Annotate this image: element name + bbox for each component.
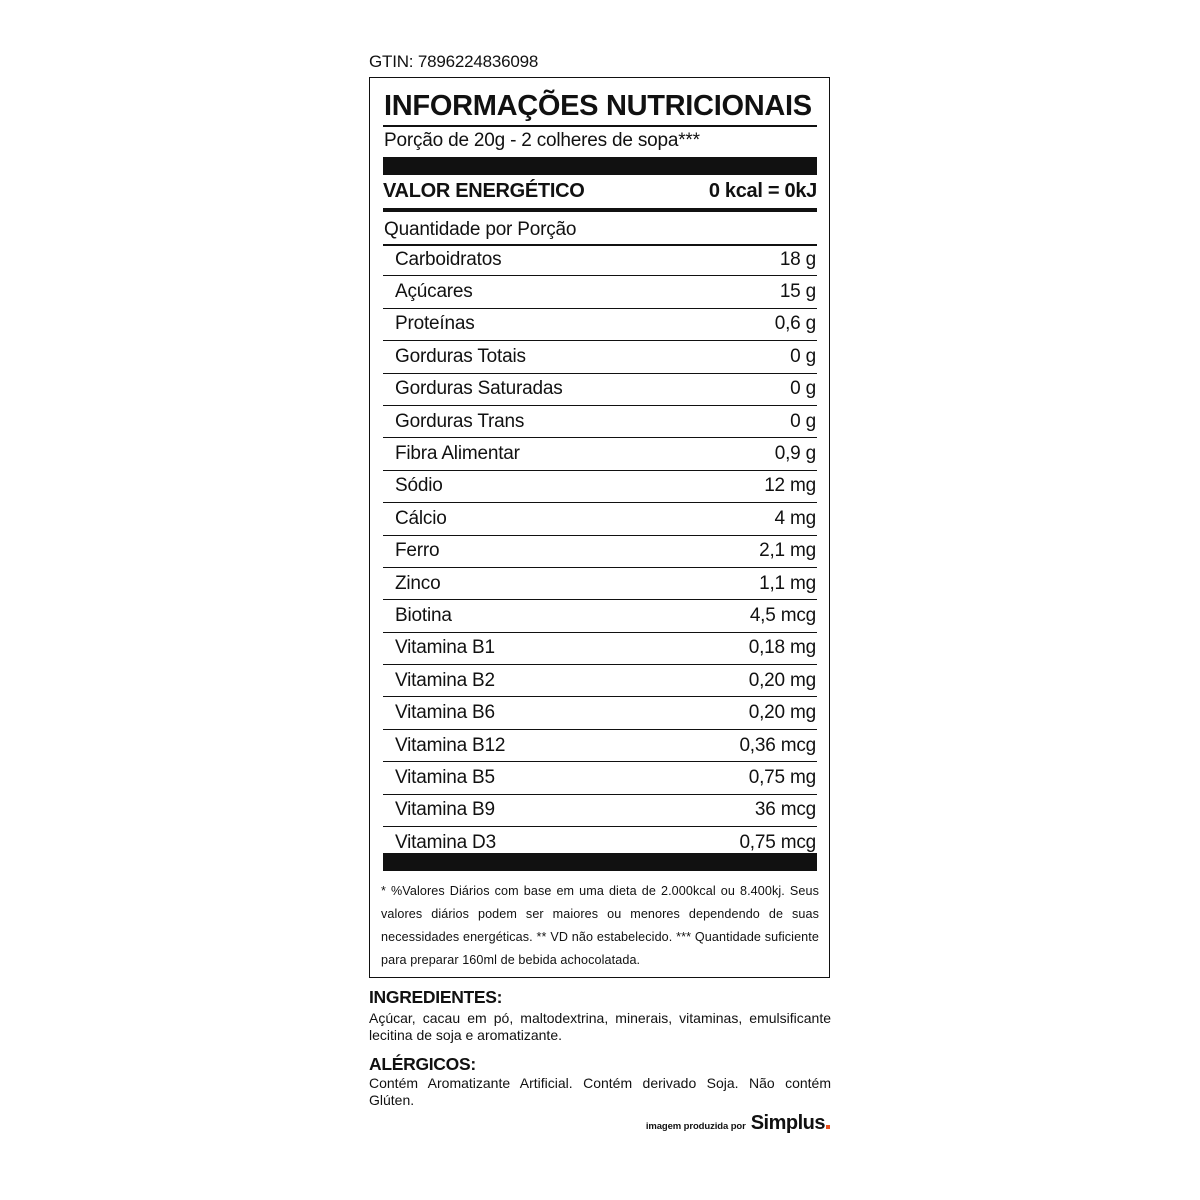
nutrient-amount: 4,5 mcg [749,604,816,626]
allergens-text: Contém Aromatizante Artificial. Contém derivado Soja. Não contém Glúten. [369,1075,831,1108]
nutrient-row [383,600,817,632]
image-credit [646,1112,830,1135]
nutrient-amount: 0,9 g [774,443,816,465]
energy-amount: 0 kcal = 0kJ [708,179,817,202]
nutrient-amount: 0,6 g [774,313,816,335]
energy-value-row [383,175,817,207]
brand-name: Simplus [750,1112,825,1134]
nutrient-row [383,276,817,308]
nutrient-name: Gorduras Totais [395,345,526,367]
nutrient-name: Carboidratos [395,248,502,270]
nutrient-row [383,568,817,600]
nutrient-amount: 0,20 mg [748,669,816,691]
nutrient-name: Fibra Alimentar [395,443,520,465]
thick-bar-bottom [383,853,817,871]
nutrient-name: Biotina [395,604,452,626]
nutrient-amount: 36 mcg [754,799,816,821]
nutrient-row [383,309,817,341]
nutrient-row [383,730,817,762]
nutrient-amount: 0 g [790,345,816,367]
nutrient-row [383,633,817,665]
nutrient-row [383,697,817,729]
nutrient-row [383,665,817,697]
nutrient-amount: 15 g [779,281,816,303]
simplus-logo [751,1112,830,1135]
nutrient-name: Ferro [395,540,440,562]
serving-size: Porção de 20g - 2 colheres de sopa*** [384,130,700,151]
nutrient-amount: 0 g [790,378,816,400]
nutrient-amount: 2,1 mg [759,540,816,562]
nutrient-name: Vitamina B12 [395,734,506,756]
nutrient-amount: 0 g [790,410,816,432]
nutrition-title: INFORMAÇÕES NUTRICIONAIS [384,90,812,122]
nutrient-amount: 0,20 mg [748,702,816,724]
nutrient-name: Vitamina B1 [395,637,495,659]
gtin-code: GTIN: 7896224836098 [369,52,539,71]
nutrient-list [383,244,817,859]
nutrient-row [383,503,817,535]
nutrient-name: Vitamina D3 [395,832,496,854]
nutrient-row [383,341,817,373]
daily-values-footnote: * %Valores Diários com base em uma dieta de 2.000kcal ou 8.400kj. Seus valores diários podem ser maiores ou menores dependendo de suas necessidades energéticas. ** VD não estabelecido. *** Quantidade suficiente para preparar 160ml de bebida achocolatada. [381,884,819,967]
nutrient-name: Vitamina B6 [395,702,495,724]
nutrition-facts-panel [369,77,830,978]
nutrient-name: Vitamina B9 [395,799,495,821]
credit-prefix: imagem produzida por [645,1121,746,1132]
nutrient-name: Cálcio [395,507,447,529]
nutrient-row [383,406,817,438]
nutrient-row [383,762,817,794]
nutrient-amount: 18 g [779,248,816,270]
ingredients-text: Açúcar, cacau em pó, maltodextrina, minerais, vitaminas, emulsificante lecitina de soja e aromatizante. [369,1010,831,1043]
nutrient-row [383,438,817,470]
nutrient-amount: 0,75 mg [748,766,816,788]
nutrient-name: Sódio [395,475,443,497]
ingredients-heading: INGREDIENTES: [369,987,503,1007]
nutrient-amount: 12 mg [764,475,816,497]
nutrient-row [383,536,817,568]
nutrient-name: Gorduras Saturadas [395,378,563,400]
thick-bar-top [383,157,817,175]
nutrient-name: Vitamina B5 [395,766,495,788]
nutrient-amount: 0,75 mcg [739,832,816,854]
nutrient-row [383,795,817,827]
brand-dot [826,1125,830,1129]
nutrient-name: Gorduras Trans [395,410,525,432]
nutrient-name: Proteínas [395,313,475,335]
nutrient-row [383,374,817,406]
nutrient-name: Vitamina B2 [395,669,495,691]
title-divider [383,125,817,127]
nutrient-amount: 0,18 mg [748,637,816,659]
nutrient-name: Zinco [395,572,441,594]
nutrient-amount: 4 mg [774,507,816,529]
quantity-per-serving-label: Quantidade por Porção [384,219,577,240]
nutrient-amount: 0,36 mcg [739,734,816,756]
nutrient-row [383,244,817,276]
nutrient-name: Açúcares [395,281,473,303]
allergens-heading: ALÉRGICOS: [369,1054,476,1074]
energy-label: VALOR ENERGÉTICO [383,179,585,202]
energy-divider [383,208,817,212]
nutrient-row [383,471,817,503]
nutrient-amount: 1,1 mg [759,572,816,594]
